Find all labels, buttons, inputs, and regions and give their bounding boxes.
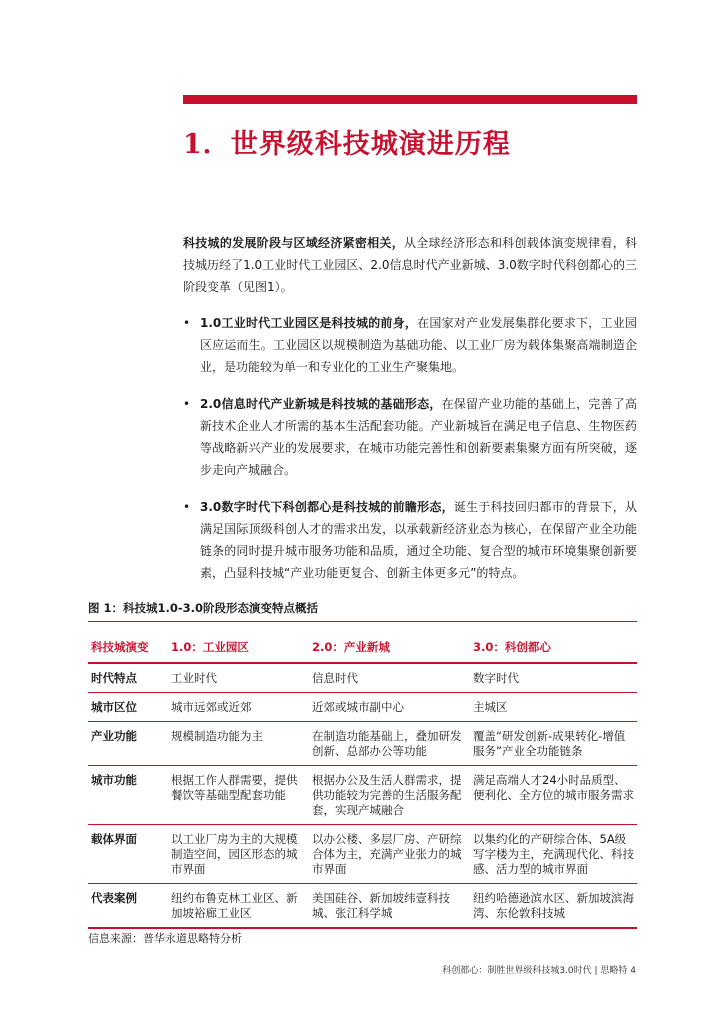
bullet-icon: • [183,500,191,514]
table-cell: 以集约化的产研综合体、5A级写字楼为主，充满现代化、科技感、活力型的城市界面 [473,832,634,876]
bullet-icon: • [183,397,191,411]
table-row [88,722,637,766]
evolution-table [88,632,637,929]
table-row [88,663,637,693]
row-label: 时代特点 [91,671,137,685]
figure-title: 图 1：科技城1.0-3.0阶段形态演变特点概括 [88,601,319,615]
page-footer: 科创都心：制胜世界级科技城3.0时代 | 思略特 4 [442,966,636,976]
bullet-item-2 [183,393,637,481]
table-cell: 数字时代 [473,671,519,685]
table-header-cell: 2.0：产业新城 [312,640,390,654]
table-cell: 覆盖“研发创新-成果转化-增值服务”产业全功能链条 [473,729,626,758]
bullet-bold: 2.0信息时代产业新城是科技城的基础形态， [200,397,442,411]
top-accent-bar [183,95,637,104]
table-cell: 主城区 [473,700,508,714]
table-cell: 规模制造功能为主 [171,729,263,743]
table-cell: 近郊或城市副中心 [312,700,404,714]
table-header-cell: 1.0：工业园区 [171,640,249,654]
table-cell: 信息时代 [312,671,358,685]
table-cell: 满足高端人才24小时品质型、便利化、全方位的城市服务需求 [473,773,634,802]
table-cell: 在制造功能基础上，叠加研发创新、总部办公等功能 [312,729,462,758]
bullet-item-1 [183,312,637,378]
table-header-cell: 科技城演变 [91,640,149,654]
bullet-item-3 [183,496,637,584]
table-row [88,884,637,929]
bullet-text: 在国家对产业发展集群化要求下，工业园区应运而生。工业园区以规模制造为基础功能、以工业厂房为载体集聚高端制造企业，是功能较为单一和专业化的工业生产聚集地。 [200,316,637,374]
bullet-text: 诞生于科技回归都市的背景下，从满足国际顶级科创人才的需求出发，以承载新经济业态为核心，在保留产业全功能链条的同时提升城市服务功能和品质，通过全功能、复合型的城市环境集聚创新要素，凸显科技城“产业功能更复合、创新主体更多元”的特点。 [200,500,637,580]
table-cell: 根据工作人群需要，提供餐饮等基础型配套功能 [171,773,298,802]
row-label: 代表案例 [91,891,137,905]
row-label: 产业功能 [91,729,137,743]
bullet-icon: • [183,316,191,330]
table-cell: 纽约哈德逊滨水区、新加坡滨海湾、东伦敦科技城 [473,891,634,920]
row-label: 载体界面 [91,832,137,846]
intro-text: 从全球经济形态和科创载体演变规律看，科技城历经了1.0工业时代工业园区、2.0信息时代产业新城、3.0数字时代科创都心的三阶段变革（见图1）。 [183,236,637,294]
table-cell: 美国硅谷、新加坡纬壹科技城、张江科学城 [312,891,450,920]
table-cell: 纽约布鲁克林工业区、新加坡裕廊工业区 [171,891,298,920]
row-label: 城市区位 [91,700,137,714]
table-cell: 根据办公及生活人群需求，提供功能较为完善的生活服务配套，实现产城融合 [312,773,462,817]
bullet-bold: 3.0数字时代下科创都心是科技城的前瞻形态， [200,500,454,514]
bullet-bold: 1.0工业时代工业园区是科技城的前身， [200,316,418,330]
table-header-cell: 3.0：科创都心 [473,640,551,654]
table-header-row [88,632,637,663]
intro-paragraph [183,232,637,298]
figure-title-rule [88,621,637,622]
figure-source: 信息来源：普华永道思略特分析 [88,932,242,945]
table-cell: 工业时代 [171,671,217,685]
table-cell: 以工业厂房为主的大规模制造空间，园区形态的城市界面 [171,832,298,876]
table-cell: 以办公楼、多层厂房、产研综合体为主，充满产业张力的城市界面 [312,832,462,876]
table-row [88,693,637,722]
table-row [88,766,637,825]
row-label: 城市功能 [91,773,137,787]
bullet-list [183,312,637,599]
table-cell: 城市远郊或近郊 [171,700,252,714]
intro-bold-lead: 科技城的发展阶段与区域经济紧密相关， [183,236,404,250]
section-title: 1．世界级科技城演进历程 [183,129,511,160]
bullet-text: 在保留产业功能的基础上，完善了高新技术企业人才所需的基本生活配套功能。产业新城旨在满足电子信息、生物医药等战略新兴产业的发展要求，在城市功能完善性和创新要素集聚方面有所突破，逐步走向产城融合。 [200,397,637,477]
table-row [88,825,637,884]
